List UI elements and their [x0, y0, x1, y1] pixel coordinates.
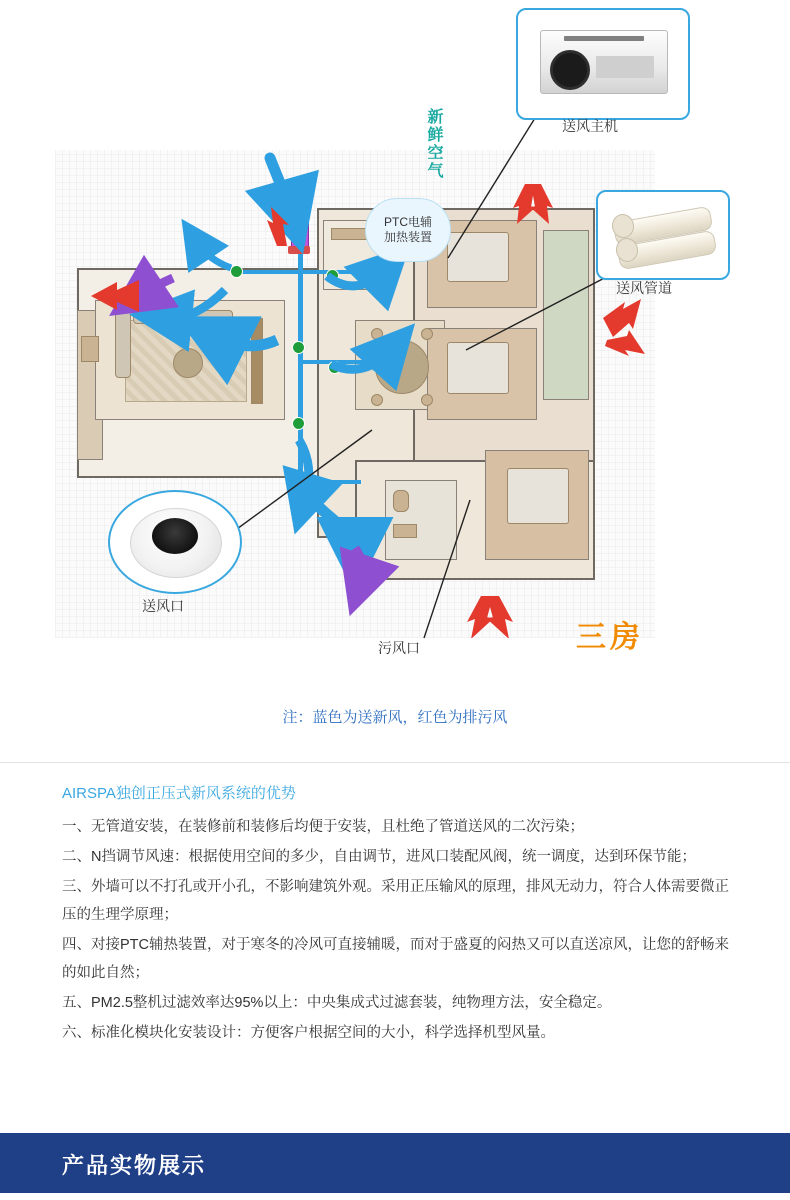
list-item: 二、N挡调节风速：根据使用空间的多少，自由调节，进风口装配风阀，统一调度，达到环保节能； [62, 849, 696, 865]
list-item: 一、无管道安装，在装修前和装修后均便于安装，且杜绝了管道送风的二次污染； [62, 819, 584, 835]
list-item: 六、标准化模块化安装设计：方便客户根据空间的大小，科学选择机型风量。 [62, 1025, 555, 1041]
main-unit-fan-icon [550, 50, 590, 90]
product-showcase-banner [0, 1133, 790, 1193]
supply-vent-hole [152, 518, 198, 554]
ptc-badge-line1: PTC电辅 [383, 215, 432, 229]
label-polluted-air-outlet: 污风口 [378, 640, 420, 656]
advantages-section [0, 782, 790, 1049]
advantages-list [0, 813, 790, 1047]
advantages-title: AIRSPA独创正压式新风系统的优势 [62, 785, 296, 802]
main-unit-panel [596, 56, 654, 78]
brand-tag-three-rooms: 三房 [576, 621, 644, 654]
list-item: 三、外墙可以不打孔或开小孔，不影响建筑外观。采用正压输风的原理，排风无动力，符合人体需要微正压的生理学原理； [62, 879, 729, 923]
caption-supply-main-unit: 送风主机 [562, 118, 618, 134]
ptc-badge-line2: 加热装置 [383, 230, 432, 244]
section-divider [0, 762, 790, 763]
list-item: 四、对接PTC辅热装置，对于寒冬的冷风可直接辅暖，而对于盛夏的闷热又可以直送凉风，让您的舒畅来的如此自然； [62, 937, 729, 981]
callout-supply-duct [596, 190, 730, 280]
callout-supply-main-unit [516, 8, 690, 120]
list-item: 五、PM2.5整机过滤效率达95%以上：中央集成式过滤套装，纯物理方法，安全稳定。 [62, 995, 612, 1011]
caption-supply-vent: 送风口 [142, 598, 184, 614]
main-unit-label-strip [564, 36, 644, 41]
diagram-note: 注：蓝色为送新风，红色为排污风 [282, 709, 508, 726]
product-showcase-title: 产品实物展示 [62, 1153, 207, 1178]
caption-supply-duct: 送风管道 [616, 280, 672, 296]
callout-supply-vent [108, 490, 242, 594]
fresh-air-label: 新鲜空气 [425, 108, 442, 180]
